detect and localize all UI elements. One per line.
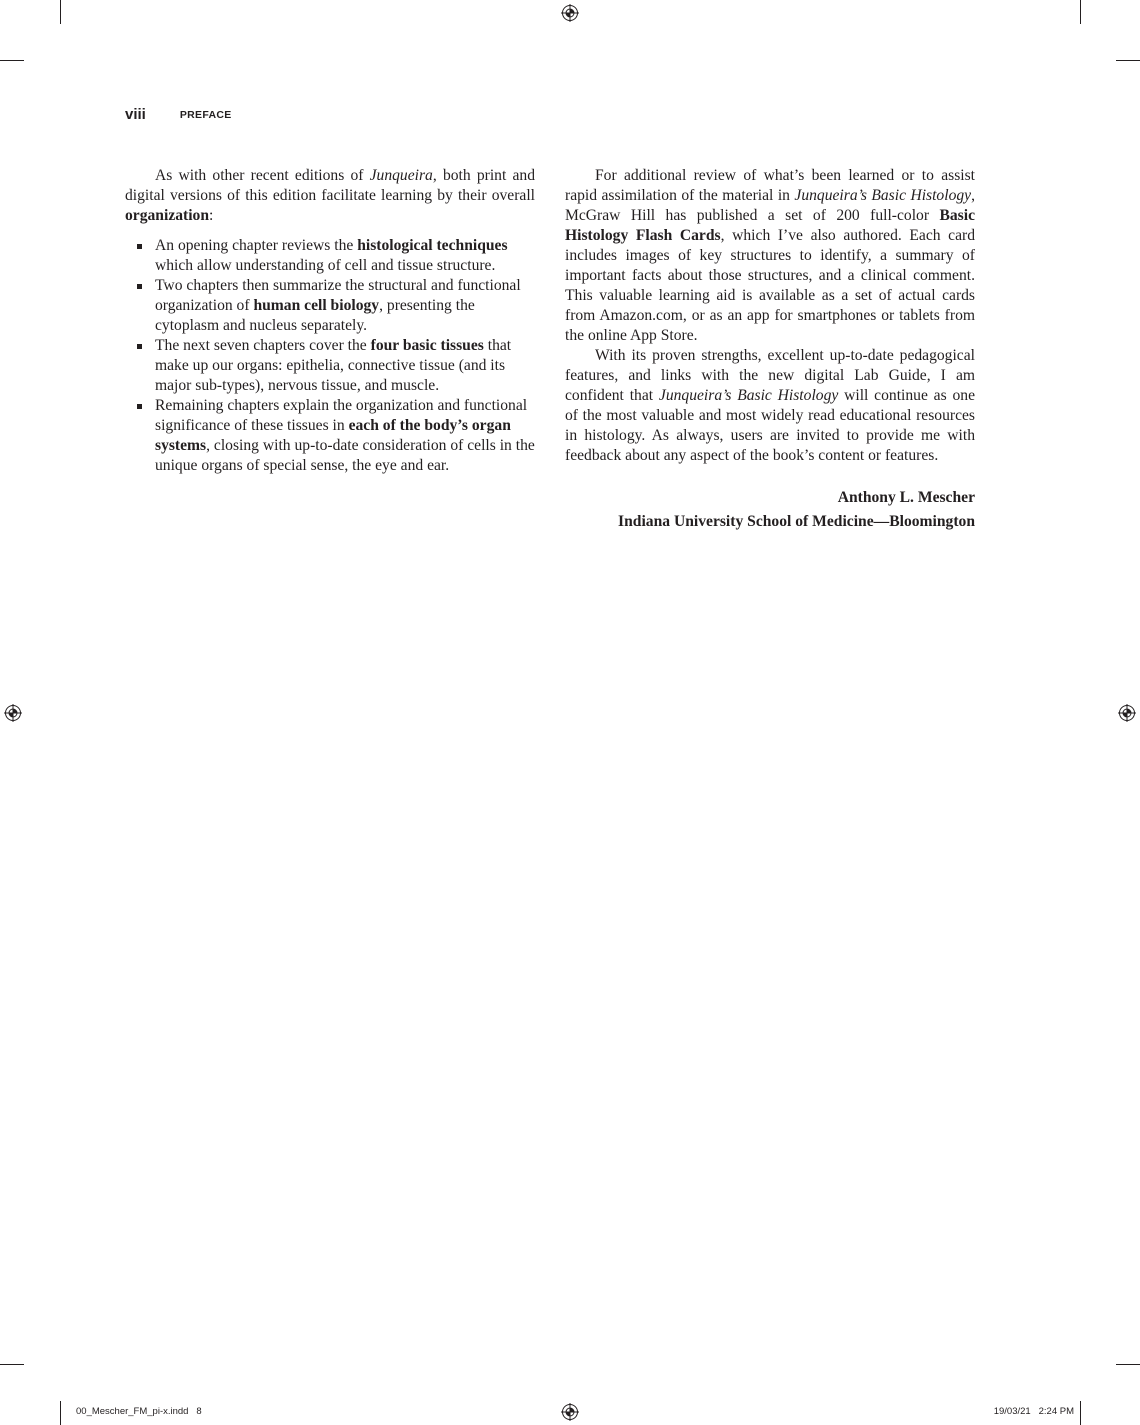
- text-run: Two chapters then summarize the structural and functional organization of: [155, 277, 521, 314]
- book-title-italic: Junqueira: [369, 167, 433, 184]
- crop-mark-bottom-left: [60, 1401, 61, 1425]
- section-title: PREFACE: [179, 109, 232, 121]
- bold-term: four basic tissues: [370, 337, 484, 354]
- text-run: Remaining chapters explain the organization and functional significance of these tissues in: [155, 397, 528, 434]
- closing-paragraph: [565, 346, 975, 466]
- slug-filename: [76, 1406, 202, 1417]
- bold-term: histological techniques: [357, 237, 508, 254]
- text-run: , closing with up-to-date consideration of cells in the unique organs of special sense, the eye and ear.: [155, 437, 535, 474]
- flash-cards-paragraph: [565, 166, 975, 346]
- signature-block: [565, 486, 975, 534]
- bold-term: each of the body’s organ systems: [155, 417, 511, 454]
- slug-timestamp: [994, 1406, 1074, 1417]
- slug-file-text: 00_Mescher_FM_pi-x.indd 8: [76, 1406, 202, 1417]
- slug-date-text: 19/03/21 2:24 PM: [993, 1406, 1074, 1417]
- registration-target-icon: [561, 4, 579, 22]
- text-run: For additional review of what’s been learned or to assist rapid assimilation of the material in: [565, 167, 975, 204]
- page-number: viii: [125, 106, 146, 123]
- list-item: [125, 236, 535, 276]
- text-run: With its proven strengths, excellent up-to-date pedagogical features, and links with the new digital Lab Guide, I am confident that: [565, 347, 975, 404]
- registration-target-icon: [1118, 704, 1136, 722]
- text-run: , which I’ve also authored. Each card includes images of key structures to identify, a summary of important facts about those structures, and a clinical comment. This valuable learning aid is available as a set of actual cards from Amazon.com, or as an app for smartphones or tablets from the online App Store.: [565, 227, 976, 344]
- author-name: Anthony L. Mescher: [837, 489, 975, 506]
- list-item: [125, 336, 535, 396]
- registration-target-icon: [4, 704, 22, 722]
- book-title-italic: Junqueira’s Basic Histology: [794, 187, 972, 204]
- bold-term: human cell biology: [253, 297, 380, 314]
- crop-mark-right-bottom: [1116, 1364, 1140, 1365]
- text-run: , McGraw Hill has published a set of 200 full-color: [565, 187, 975, 224]
- text-run: will continue as one of the most valuable and most widely read educational resources in histology. As always, users are invited to provide me with feedback about any aspect of the book’s content or features.: [565, 387, 975, 464]
- crop-mark-left-bottom: [0, 1364, 24, 1365]
- text-run: that make up our organs: epithelia, connective tissue (and its major sub-types), nervous tissue, and muscle.: [155, 337, 512, 394]
- organization-list: [125, 236, 535, 476]
- crop-mark-top-left: [60, 0, 61, 24]
- text-run: , presenting the cytoplasm and nucleus separately.: [155, 297, 475, 334]
- text-run: The next seven chapters cover the: [155, 337, 371, 354]
- text-run: :: [209, 207, 214, 224]
- bold-term: organization: [125, 207, 210, 224]
- registration-target-icon: [561, 1403, 579, 1421]
- list-item: [125, 396, 535, 476]
- right-column: [565, 166, 975, 534]
- intro-paragraph: [125, 166, 535, 226]
- running-head: [125, 106, 232, 126]
- left-column: [125, 166, 535, 476]
- bold-term: Basic Histology Flash Cards: [565, 207, 975, 244]
- list-item: [125, 276, 535, 336]
- text-run: , both print and digital versions of this edition facilitate learning by their overall: [125, 167, 535, 204]
- author-affiliation: Indiana University School of Medicine—Bloomington: [618, 513, 975, 530]
- text-run: An opening chapter reviews the: [155, 237, 358, 254]
- crop-mark-left-top: [0, 60, 24, 61]
- crop-mark-right-top: [1116, 60, 1140, 61]
- text-run: which allow understanding of cell and tissue structure.: [155, 257, 496, 274]
- text-run: As with other recent editions of: [155, 167, 370, 184]
- crop-mark-bottom-right: [1080, 1401, 1081, 1425]
- crop-mark-top-right: [1080, 0, 1081, 24]
- book-title-italic: Junqueira’s Basic Histology: [658, 387, 839, 404]
